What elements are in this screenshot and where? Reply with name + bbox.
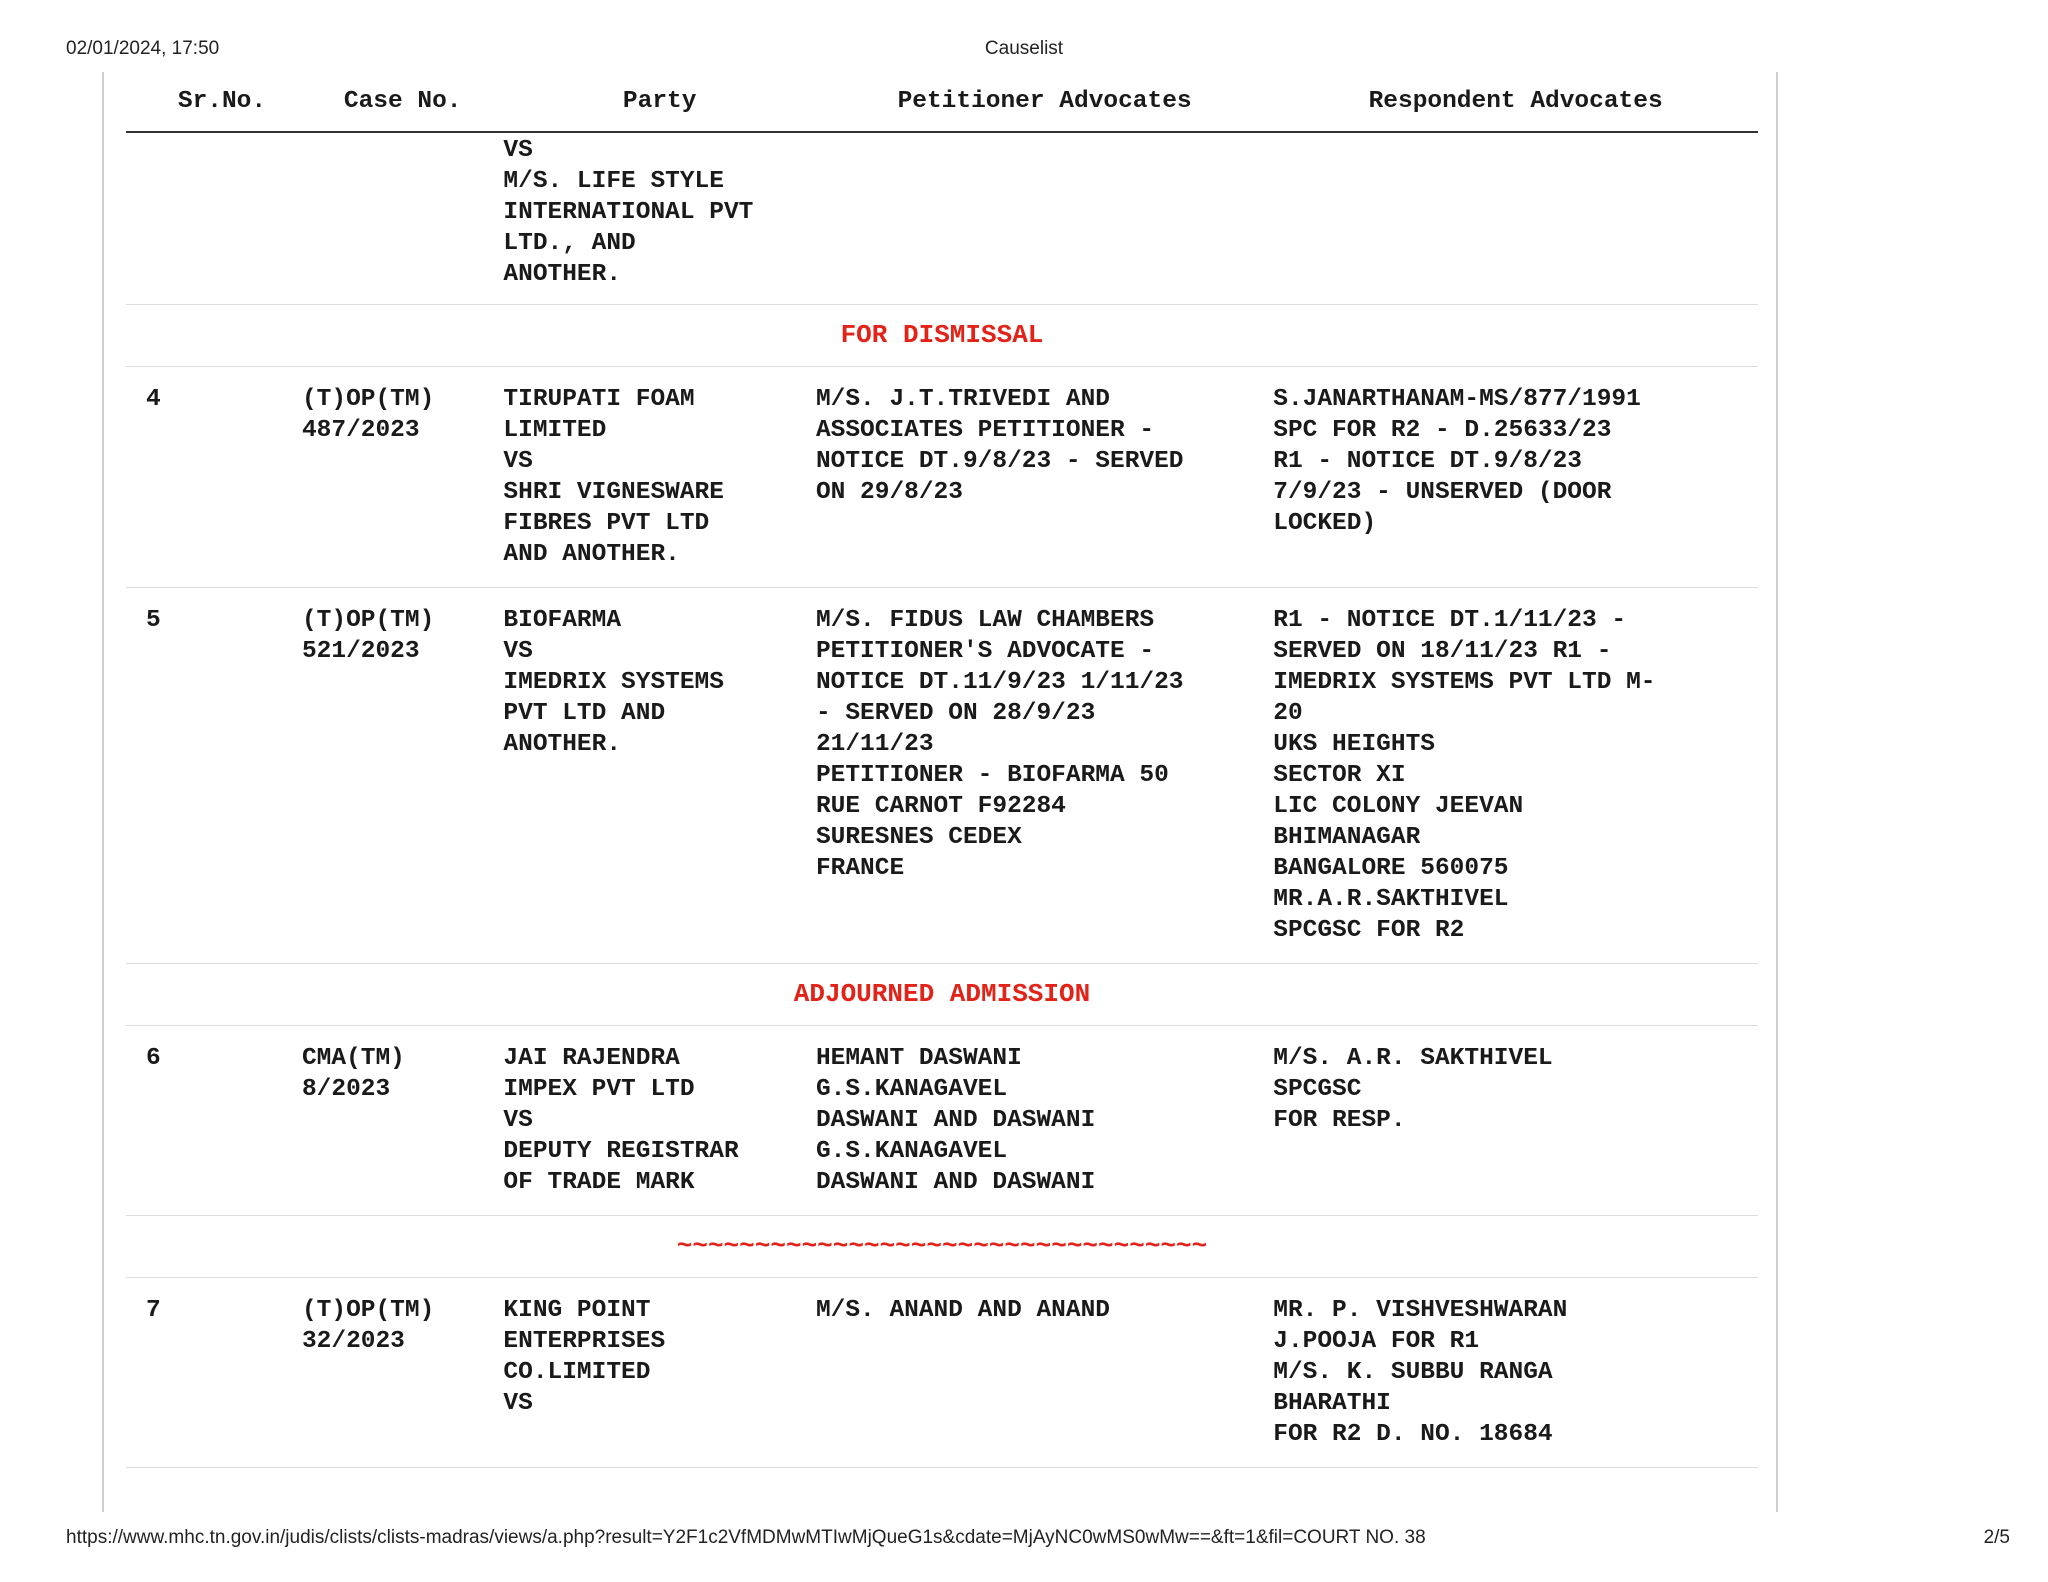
- header-sr-no: Sr.No.: [126, 72, 302, 132]
- print-datetime: 02/01/2024, 17:50: [66, 38, 220, 59]
- print-url: https://www.mhc.tn.gov.in/judis/clists/clists-madras/views/a.php?result=Y2F1c2VfMDMwMTIwMjQueG1s&cdate=MjAyNC0wMS0wMw==&ft=1&fil=COURT NO. 38: [66, 1527, 1426, 1548]
- header-case-no: Case No.: [302, 72, 503, 132]
- case-no-cell: (T)OP(TM) 521/2023: [301, 607, 435, 665]
- petitioner-advocates-cell: HEMANT DASWANI G.S.KANAGAVEL DASWANI AND DASWANI G.S.KANAGAVEL DASWANI AND DASWANI: [815, 1045, 1096, 1196]
- table-header-row: [126, 72, 1758, 132]
- header-party: Party: [503, 72, 816, 132]
- causelist-table: [126, 72, 1758, 1468]
- case-no-cell: (T)OP(TM) 487/2023: [301, 386, 435, 444]
- causelist-frame: [102, 72, 1778, 1512]
- case-no-cell: CMA(TM) 8/2023: [301, 1045, 405, 1103]
- party-cell: TIRUPATI FOAM LIMITED VS SHRI VIGNESWARE FIBRES PVT LTD AND ANOTHER.: [503, 386, 724, 568]
- petitioner-advocates-cell: M/S. J.T.TRIVEDI AND ASSOCIATES PETITIONER - NOTICE DT.9/8/23 - SERVED ON 29/8/23: [815, 386, 1184, 506]
- table-row: [126, 588, 1758, 964]
- section-heading-adjourned-admission: ADJOURNED ADMISSION: [126, 964, 1758, 1026]
- page-number: 2/5: [1983, 1527, 2010, 1548]
- respondent-advocates-cell: S.JANARTHANAM-MS/877/1991 SPC FOR R2 - D.25633/23 R1 - NOTICE DT.9/8/23 7/9/23 - UNSERVED (DOOR LOCKED): [1273, 386, 1641, 537]
- respondent-advocates-cell: M/S. A.R. SAKTHIVEL SPCGSC FOR RESP.: [1273, 1045, 1553, 1134]
- section-separator-tildes: ~~~~~~~~~~~~~~~~~~~~~~~~~~~~~~~~~~: [126, 1216, 1758, 1278]
- section-row-adjourned: [126, 964, 1758, 1026]
- sr-no-cell: 7: [146, 1297, 161, 1324]
- table-row-continuation: [126, 132, 1758, 305]
- sr-no-cell: 4: [146, 386, 161, 413]
- party-cell: JAI RAJENDRA IMPEX PVT LTD VS DEPUTY REGISTRAR OF TRADE MARK: [503, 1045, 739, 1196]
- petitioner-advocates-cell: M/S. ANAND AND ANAND: [815, 1297, 1110, 1324]
- table-row: [126, 1278, 1758, 1468]
- sr-no-cell: 6: [146, 1045, 161, 1072]
- party-cell: BIOFARMA VS IMEDRIX SYSTEMS PVT LTD AND ANOTHER.: [503, 607, 724, 758]
- respondent-advocates-cell: R1 - NOTICE DT.1/11/23 - SERVED ON 18/11/23 R1 - IMEDRIX SYSTEMS PVT LTD M- 20 UKS HEIGHTS SECTOR XI LIC COLONY JEEVAN BHIMANAGAR BANGALORE 560075 MR.A.R.SAKTHIVEL SPCGSC FOR R2: [1273, 607, 1656, 944]
- section-row-dismissal: [126, 305, 1758, 367]
- print-header: [66, 38, 1982, 64]
- section-heading-dismissal: FOR DISMISSAL: [126, 305, 1758, 367]
- section-row-separator: [126, 1216, 1758, 1278]
- table-row: [126, 1026, 1758, 1216]
- petitioner-advocates-cell: M/S. FIDUS LAW CHAMBERS PETITIONER'S ADVOCATE - NOTICE DT.11/9/23 1/11/23 - SERVED ON 28/9/23 21/11/23 PETITIONER - BIOFARMA 50 RUE CARNOT F92284 SURESNES CEDEX FRANCE: [815, 607, 1184, 882]
- print-footer: [66, 1527, 2010, 1553]
- table-row: [126, 367, 1758, 588]
- header-respondent-advocates: Respondent Advocates: [1273, 72, 1758, 132]
- respondent-advocates-cell: MR. P. VISHVESHWARAN J.POOJA FOR R1 M/S. K. SUBBU RANGA BHARATHI FOR R2 D. NO. 18684: [1273, 1297, 1568, 1448]
- party-cell: KING POINT ENTERPRISES CO.LIMITED VS: [503, 1297, 666, 1417]
- header-petitioner-advocates: Petitioner Advocates: [816, 72, 1273, 132]
- case-no-cell: (T)OP(TM) 32/2023: [301, 1297, 435, 1355]
- party-cell: VS M/S. LIFE STYLE INTERNATIONAL PVT LTD., AND ANOTHER.: [503, 137, 754, 288]
- sr-no-cell: 5: [146, 607, 161, 634]
- print-title: Causelist: [984, 38, 1064, 59]
